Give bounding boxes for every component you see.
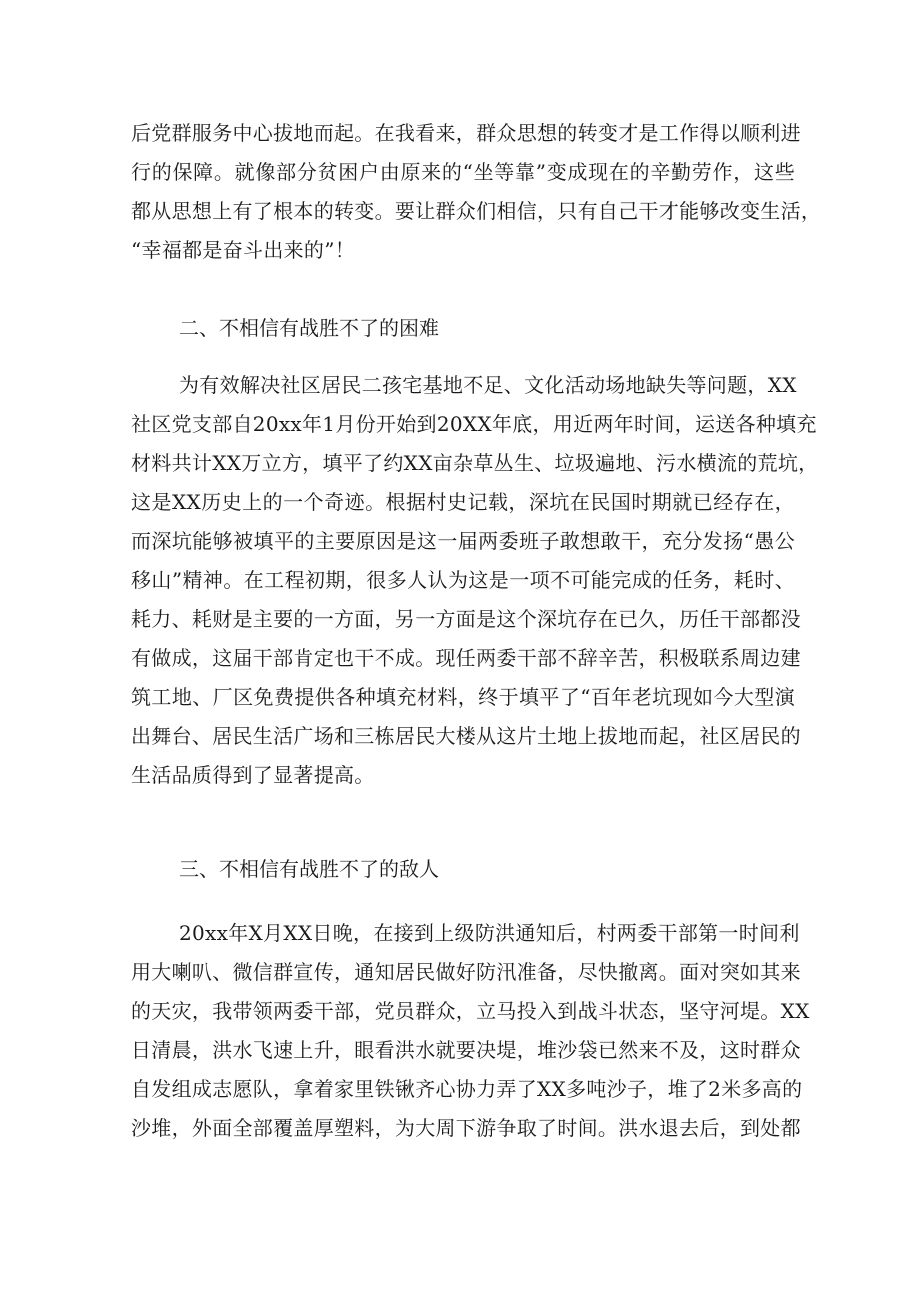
section-heading-3: 三、不相信有战胜不了的敌人 <box>179 857 439 881</box>
paragraph-2-line-3: 材料共计XX万立方，填平了约XX亩杂草丛生、垃圾遍地、污水横流的荒坑， <box>131 451 819 475</box>
paragraph-2-line-10: 出舞台、居民生活广场和三栋居民大楼从这片土地上拔地而起，社区居民的 <box>131 724 801 748</box>
paragraph-3-line-6: 沙堆，外面全部覆盖厚塑料，为大周下游争取了时间。洪水退去后，到处都 <box>131 1116 801 1140</box>
paragraph-2-line-8: 有做成，这届干部肯定也干不成。现任两委干部不辞辛苦，积极联系周边建 <box>131 646 801 670</box>
paragraph-3-line-3: 的天灾，我带领两委干部，党员群众，立马投入到战斗状态，坚守河堤。XX <box>131 999 810 1023</box>
paragraph-3-line-4: 日清晨，洪水飞速上升，眼看洪水就要决堤，堆沙袋已然来不及，这时群众 <box>131 1038 801 1062</box>
paragraph-2-line-5: 而深坑能够被填平的主要原因是这一届两委班子敢想敢干，充分发扬“愚公 <box>131 529 795 553</box>
paragraph-1-line-3: 都从思想上有了根本的转变。要让群众们相信，只有自己干才能够改变生活， <box>131 199 822 223</box>
paragraph-2-line-9: 筑工地、厂区免费提供各种填充材料，终于填平了“百年老坑现如今大型演 <box>131 685 795 709</box>
paragraph-2-line-1: 为有效解决社区居民二孩宅基地不足、文化活动场地缺失等问题，XX <box>179 373 797 397</box>
paragraph-3-line-2: 用大喇叭、微信群宣传，通知居民做好防汛准备，尽快撤离。面对突如其来 <box>131 960 801 984</box>
paragraph-2-line-6: 移山”精神。在工程初期，很多人认为这是一项不可能完成的任务，耗时、 <box>131 568 795 592</box>
paragraph-2-line-7: 耗力、耗财是主要的一方面，另一方面是这个深坑存在已久，历任干部都没 <box>131 607 801 631</box>
paragraph-3-line-1: 20xx年X月XX日晚，在接到上级防洪通知后，村两委干部第一时间利 <box>179 921 800 945</box>
paragraph-3-line-5: 自发组成志愿队，拿着家里铁锹齐心协力弄了XX多吨沙子，堆了2米多高的 <box>131 1077 803 1101</box>
paragraph-1-line-1: 后党群服务中心拔地而起。在我看来，群众思想的转变才是工作得以顺利进 <box>131 121 801 145</box>
paragraph-1-line-2: 行的保障。就像部分贫困户由原来的“坐等靠”变成现在的辛勤劳作，这些 <box>131 160 795 184</box>
paragraph-2 <box>131 366 819 795</box>
paragraph-3 <box>131 914 810 1148</box>
paragraph-1 <box>131 114 822 270</box>
paragraph-1-line-4: “幸福都是奋斗出来的”！ <box>131 238 356 262</box>
section-heading-2: 二、不相信有战胜不了的困难 <box>179 316 439 340</box>
paragraph-2-line-4: 这是XX历史上的一个奇迹。根据村史记载，深坑在民国时期就已经存在， <box>131 490 795 514</box>
paragraph-2-line-2: 社区党支部自20xx年1月份开始到20XX年底，用近两年时间，运送各种填充 <box>131 412 817 436</box>
paragraph-2-line-11: 生活品质得到了显著提高。 <box>131 763 375 787</box>
